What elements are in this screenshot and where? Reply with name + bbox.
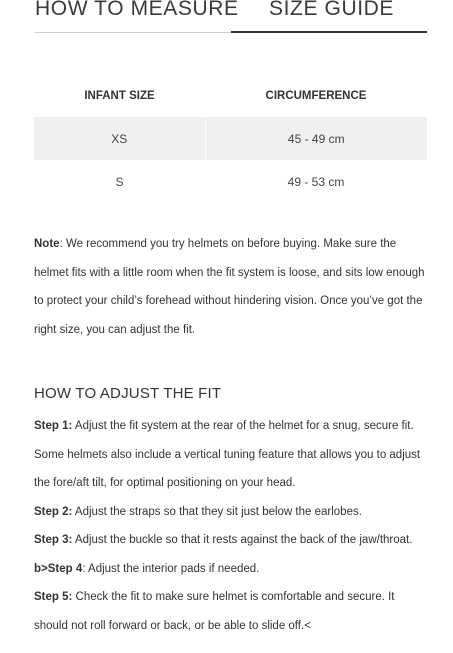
- circumference-cell: 49 - 53 cm: [287, 174, 345, 189]
- step-text: Adjust the buckle so that it rests against the back of the jaw/throat.: [72, 534, 413, 546]
- active-tab-underline: [231, 31, 427, 33]
- size-table: [34, 74, 427, 203]
- step-item: [34, 412, 430, 498]
- note-label: Note: [34, 238, 60, 250]
- table-header-row: [34, 74, 427, 117]
- size-cell: S: [115, 174, 124, 189]
- tab-divider: [35, 32, 231, 33]
- step-text: : Adjust the interior pads if needed.: [82, 562, 260, 575]
- step-item: [34, 555, 430, 584]
- step-item: [34, 526, 430, 555]
- size-cell: XS: [34, 117, 206, 160]
- step-text: Check the fit to make sure helmet is comfortable and secure. It should not roll forward or back, or be able to slide off.<: [34, 591, 395, 632]
- step-item: [34, 498, 430, 527]
- adjust-steps: [34, 412, 430, 640]
- circumference-cell: 45 - 49 cm: [287, 131, 345, 146]
- note-text: : We recommend you try helmets on before buying. Make sure the helmet fits with a little room when the fit system is loose, and sits low enough to protect your child’s forehead without hindering vision. Once you’ve got the right size, you can adjust the fit.: [34, 238, 425, 336]
- tab-size-guide[interactable]: SIZE GUIDE: [269, 0, 395, 20]
- size-guide-tabs: [35, 0, 427, 34]
- step-text: Adjust the straps so that they sit just below the earlobes.: [72, 505, 362, 518]
- tab-how-to-measure[interactable]: HOW TO MEASURE: [35, 0, 239, 20]
- adjust-fit-title: HOW TO ADJUST THE FIT: [34, 385, 222, 402]
- header-circumference: CIRCUMFERENCE: [265, 89, 367, 102]
- step-label: Step 2:: [34, 505, 73, 518]
- step-label: Step 5:: [34, 591, 73, 603]
- step-label: Step 1:: [34, 420, 73, 432]
- step-item: [34, 583, 430, 640]
- header-infant-size: INFANT SIZE: [84, 89, 155, 102]
- table-row: [34, 117, 427, 160]
- table-row: [34, 160, 427, 203]
- step-label: b>Step 4: [34, 562, 83, 575]
- step-label: Step 3:: [34, 534, 73, 546]
- step-text: Adjust the fit system at the rear of the helmet for a snug, secure fit. Some helmets also include a vertical tuning feature that allows you to adjust the fore/aft tilt, for optimal positioning on your head.: [34, 420, 421, 489]
- note-paragraph: [34, 230, 430, 344]
